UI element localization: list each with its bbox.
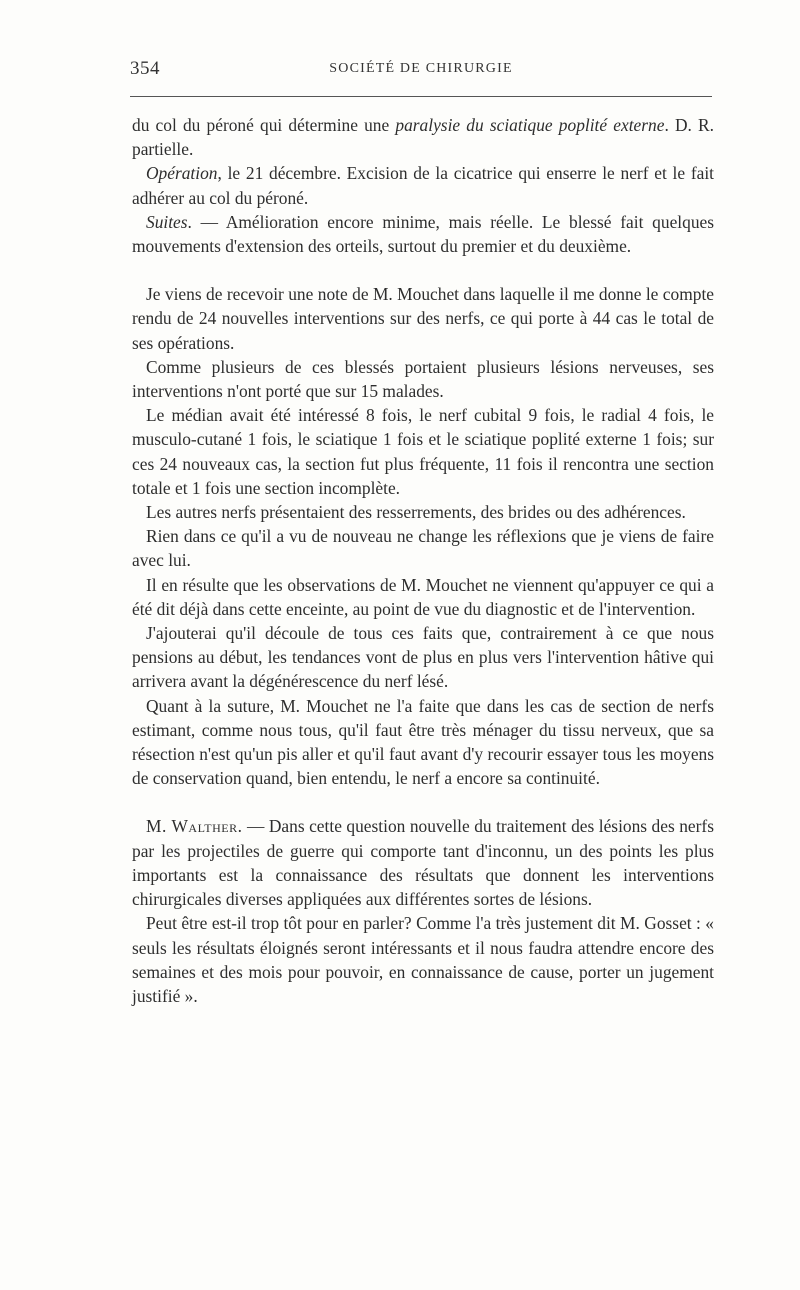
page-header	[130, 58, 712, 88]
paragraph-other-nerves: Les autres nerfs présentaient des resserrements, des brides ou des adhérences.	[146, 502, 686, 523]
paragraph-nerves-count: Le médian avait été intéressé 8 fois, le nerf cubital 9 fois, le radial 4 fois, le musculo-cutané 1 fois, le sciatique 1 fois et le sciatique poplité externe 1 fois; sur ces 24 nouveaux cas, la section fut plus fréquente, 11 fois il rencontra une section totale et 1 fois une section incomplète.	[132, 405, 714, 498]
paragraph-reflections: Rien dans ce qu'il a vu de nouveau ne change les réflexions que je viens de faire avec lui.	[132, 526, 714, 571]
speaker-name: M. Walther.	[146, 816, 243, 837]
paragraph-mouchet-note: Je viens de recevoir une note de M. Mouchet dans laquelle il me donne le compte rendu de 24 nouvelles interventions sur des nerfs, ce qui porte à 44 cas le total de ses opérations.	[132, 284, 714, 353]
paragraph-suture: Quant à la suture, M. Mouchet ne l'a faite que dans les cas de section de nerfs estimant, comme nous tous, qu'il faut être très ménager du tissu nerveux, que sa résection n'est qu'un pis aller et qu'il faut avant d'y recourir essayer tous les moyens de conservation quand, bien entendu, le nerf a encore sa continuité.	[132, 695, 714, 789]
header-rule	[130, 96, 712, 97]
body-text	[132, 113, 714, 1008]
paragraph-lesions: Comme plusieurs de ces blessés portaient plusieurs lésions nerveuses, ses interventions n'ont porté que sur 15 malades.	[132, 356, 714, 402]
paragraph-walther: M. Walther. — Dans cette question nouvelle du traitement des lésions des nerfs par les projectiles de guerre qui comporte tant d'inconnu, un des points les plus importants est la connaissance des résultats que donnent les interventions chirurgicales diverses appliquées aux différentes sortes de lésions.	[132, 816, 714, 910]
running-title: SOCIÉTÉ DE CHIRURGIE	[329, 61, 513, 76]
operation-line: Opération, le 21 décembre. Excision de la cicatrice qui enserre le nerf et le fait adhérer au col du péroné.	[132, 163, 714, 208]
paragraph-observations: Il en résulte que les observations de M. Mouchet ne viennent qu'appuyer ce qui a été dit déjà dans cette enceinte, au point de vue du diagnostic et de l'intervention.	[132, 574, 714, 619]
suites-line: Suites. — Amélioration encore minime, mais réelle. Le blessé fait quelques mouvements d'extension des orteils, surtout du premier et du deuxième.	[132, 211, 714, 257]
paragraph-tendencies: J'ajouterai qu'il découle de tous ces faits que, contrairement à ce que nous pensions au début, les tendances vont de plus en plus vers l'intervention hâtive qui arrivera avant la dégénérescence du nerf lésé.	[132, 623, 714, 692]
paragraph-gosset-quote: Peut être est-il trop tôt pour en parler? Comme l'a très justement dit M. Gosset : « seuls les résultats éloignés seront intéressants et il nous faudra attendre encore des semaines et des mois pour pouvoir, en connaissance de cause, porter un jugement justifié ».	[132, 913, 714, 1006]
case-description: du col du péroné qui détermine une paralysie du sciatique poplité externe. D. R. partielle.	[132, 115, 714, 160]
page-number: 354	[130, 58, 160, 79]
